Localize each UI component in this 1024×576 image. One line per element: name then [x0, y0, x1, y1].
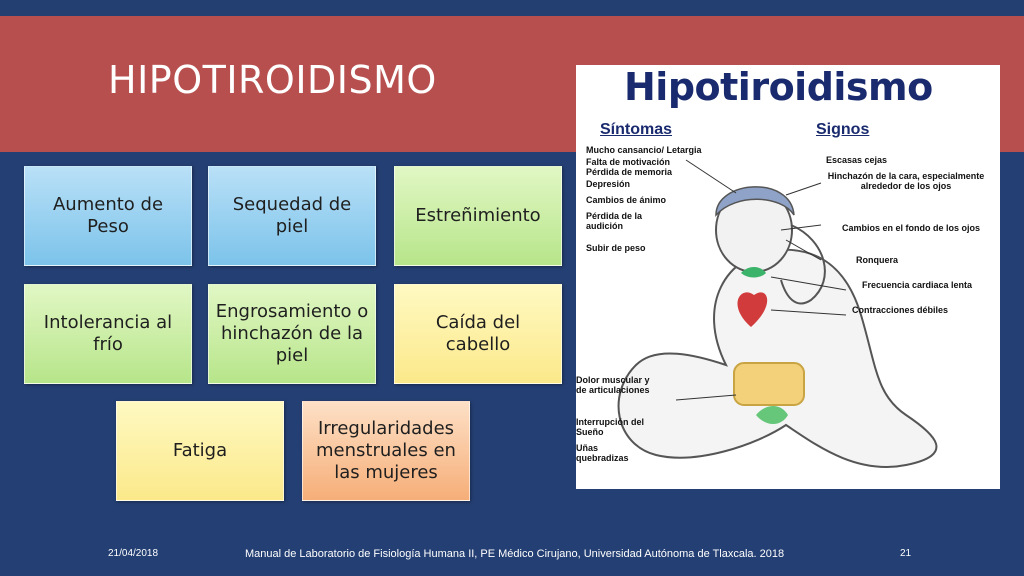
sign-2: Hinchazón de la cara, especialmente alrededor de los ojos: [827, 171, 985, 191]
slide-title: HIPOTIROIDISMO: [108, 58, 437, 102]
symptom-9: Interrupción del Sueño: [576, 417, 645, 437]
box-engrosamiento: Engrosamiento o hinchazón de la piel: [208, 284, 376, 384]
symptom-5: Cambios de ánimo: [586, 195, 667, 205]
sign-4: Ronquera: [856, 255, 899, 265]
top-strip: [0, 0, 1024, 16]
symptom-4: Depresión: [586, 179, 631, 189]
footer-citation: Manual de Laboratorio de Fisiología Humana II, PE Médico Cirujano, Universidad Autónoma de Tlaxcala. 2018: [245, 548, 785, 560]
box-aumento-de-peso: Aumento de Peso: [24, 166, 192, 266]
sign-5: Frecuencia cardiaca lenta: [861, 280, 973, 290]
sign-1: Escasas cejas: [826, 155, 888, 165]
page-number: 21: [900, 548, 912, 559]
signs-heading: Signos: [816, 121, 870, 138]
box-irregularidades-menstruales: Irregularidades menstruales en las mujeres: [302, 401, 470, 501]
sign-6: Contracciones débiles: [852, 305, 949, 315]
symptom-1: Mucho cansancio/ Letargia: [586, 145, 702, 155]
sign-3: Cambios en el fondo de los ojos: [841, 223, 980, 233]
symptom-3: Pérdida de memoria: [586, 167, 673, 177]
symptom-6: Pérdida de la audición: [586, 211, 643, 231]
symptom-7: Subir de peso: [586, 243, 646, 253]
symptom-10: Uñas quebradizas: [576, 443, 629, 463]
symptom-2: Falta de motivación: [586, 157, 671, 167]
box-sequedad-de-piel: Sequedad de piel: [208, 166, 376, 266]
box-intolerancia-al-frio: Intolerancia al frío: [24, 284, 192, 384]
box-estrenimiento: Estreñimiento: [394, 166, 562, 266]
footer-date: 21/04/2018: [108, 548, 159, 559]
box-fatiga: Fatiga: [116, 401, 284, 501]
hypothyroidism-illustration: [576, 65, 1000, 489]
box-caida-del-cabello: Caída del cabello: [394, 284, 562, 384]
illustration-title: Hipotiroidismo: [624, 65, 933, 109]
symptoms-heading: Síntomas: [600, 121, 673, 138]
symptom-8: Dolor muscular y de articulaciones: [576, 375, 650, 395]
